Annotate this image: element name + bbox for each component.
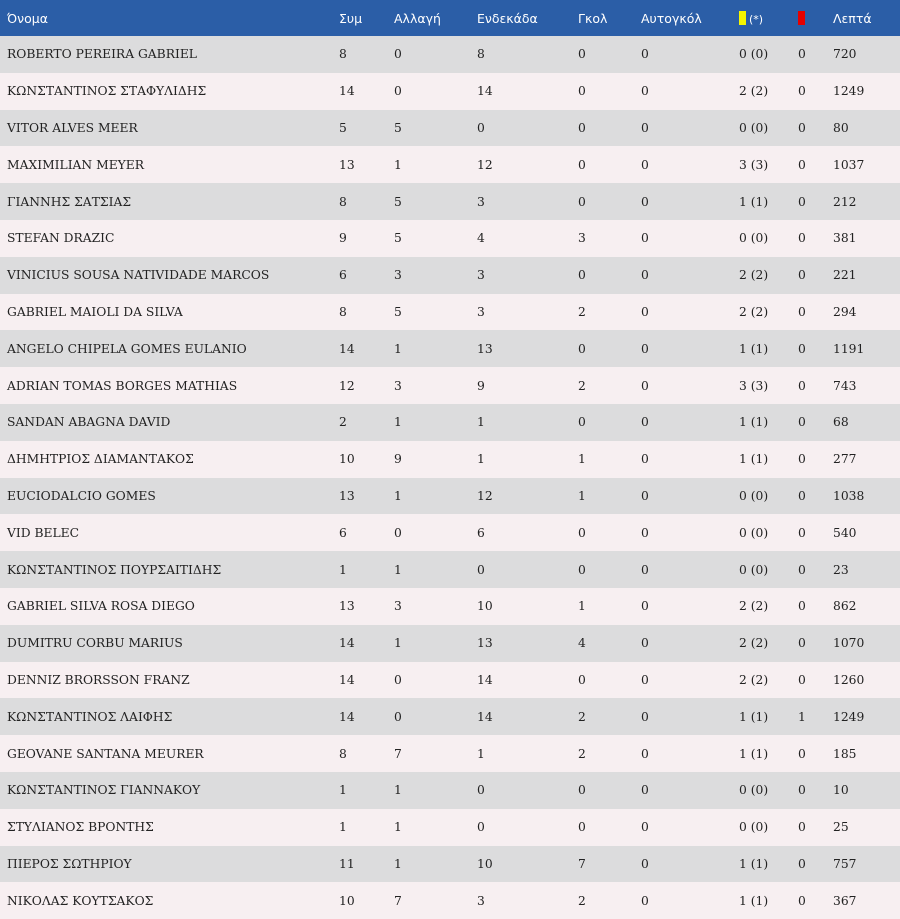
subs-cell: 0 bbox=[394, 709, 402, 724]
subs-cell: 1 bbox=[394, 415, 402, 430]
apps-cell: 9 bbox=[339, 231, 347, 246]
table-row[interactable] bbox=[0, 514, 900, 551]
yellow-cards-cell: 0 (0) bbox=[739, 120, 769, 135]
own-goals-cell: 0 bbox=[641, 341, 649, 356]
subs-cell: 1 bbox=[394, 820, 402, 835]
player-name[interactable]: GABRIEL MAIOLI DA SILVA bbox=[7, 304, 183, 319]
apps-cell: 14 bbox=[339, 636, 355, 651]
starts-cell: 3 bbox=[477, 304, 485, 319]
own-goals-cell: 0 bbox=[641, 893, 649, 908]
subs-cell: 3 bbox=[394, 378, 402, 393]
starts-cell: 1 bbox=[477, 746, 485, 761]
goals-cell: 0 bbox=[578, 120, 586, 135]
minutes-cell: 1037 bbox=[833, 157, 865, 172]
subs-cell: 3 bbox=[394, 268, 402, 283]
minutes-cell: 743 bbox=[833, 378, 857, 393]
red-cards-cell: 0 bbox=[798, 231, 806, 246]
yellow-cards-cell: 0 (0) bbox=[739, 783, 769, 798]
yellow-cards-cell: 0 (0) bbox=[739, 525, 769, 540]
player-name[interactable]: DUMITRU CORBU MARIUS bbox=[7, 636, 183, 651]
minutes-cell: 294 bbox=[833, 304, 857, 319]
apps-cell: 14 bbox=[339, 84, 355, 99]
goals-cell: 0 bbox=[578, 47, 586, 62]
own-goals-cell: 0 bbox=[641, 709, 649, 724]
apps-cell: 8 bbox=[339, 746, 347, 761]
player-name[interactable]: STEFAN DRAZIC bbox=[7, 231, 115, 246]
goals-cell: 0 bbox=[578, 525, 586, 540]
starts-cell: 1 bbox=[477, 415, 485, 430]
starts-cell: 6 bbox=[477, 525, 485, 540]
subs-cell: 1 bbox=[394, 341, 402, 356]
yellow-cards-cell: 2 (2) bbox=[739, 599, 769, 614]
minutes-cell: 1249 bbox=[833, 84, 865, 99]
yellow-cards-cell: 1 (1) bbox=[739, 856, 769, 871]
red-cards-cell: 0 bbox=[798, 488, 806, 503]
player-name[interactable]: ANGELO CHIPELA GOMES EULANIO bbox=[7, 341, 247, 356]
subs-cell: 0 bbox=[394, 47, 402, 62]
starts-cell: 3 bbox=[477, 893, 485, 908]
own-goals-cell: 0 bbox=[641, 120, 649, 135]
player-name[interactable]: ΚΩΝΣΤΑΝΤΙΝΟΣ ΛΑΙΦΗΣ bbox=[7, 709, 173, 724]
red-cards-cell: 0 bbox=[798, 783, 806, 798]
subs-cell: 5 bbox=[394, 194, 402, 209]
red-cards-cell: 0 bbox=[798, 120, 806, 135]
subs-cell: 0 bbox=[394, 84, 402, 99]
starts-cell: 14 bbox=[477, 84, 493, 99]
player-name[interactable]: EUCIODALCIO GOMES bbox=[7, 488, 156, 503]
goals-cell: 0 bbox=[578, 820, 586, 835]
red-cards-cell: 0 bbox=[798, 452, 806, 467]
goals-cell: 0 bbox=[578, 194, 586, 209]
table-row[interactable] bbox=[0, 772, 900, 809]
header-starts[interactable]: Ενδεκάδα bbox=[477, 10, 538, 26]
table-row[interactable] bbox=[0, 625, 900, 662]
table-row[interactable] bbox=[0, 146, 900, 183]
starts-cell: 14 bbox=[477, 672, 493, 687]
minutes-cell: 720 bbox=[833, 47, 857, 62]
red-cards-cell: 0 bbox=[798, 746, 806, 761]
red-cards-cell: 0 bbox=[798, 47, 806, 62]
player-name[interactable]: ADRIAN TOMAS BORGES MATHIAS bbox=[7, 378, 238, 393]
subs-cell: 1 bbox=[394, 636, 402, 651]
minutes-cell: 1249 bbox=[833, 709, 865, 724]
own-goals-cell: 0 bbox=[641, 525, 649, 540]
header-minutes[interactable]: Λεπτά bbox=[833, 10, 872, 26]
apps-cell: 6 bbox=[339, 525, 347, 540]
minutes-cell: 1191 bbox=[833, 341, 865, 356]
subs-cell: 5 bbox=[394, 231, 402, 246]
yellow-cards-cell: 2 (2) bbox=[739, 268, 769, 283]
red-cards-cell: 0 bbox=[798, 636, 806, 651]
table-header-row bbox=[0, 0, 900, 36]
apps-cell: 14 bbox=[339, 341, 355, 356]
table-row[interactable] bbox=[0, 220, 900, 257]
table-body bbox=[0, 36, 900, 919]
table-row[interactable] bbox=[0, 882, 900, 919]
minutes-cell: 1260 bbox=[833, 672, 865, 687]
starts-cell: 0 bbox=[477, 562, 485, 577]
minutes-cell: 1070 bbox=[833, 636, 865, 651]
own-goals-cell: 0 bbox=[641, 820, 649, 835]
header-goals[interactable]: Γκολ bbox=[578, 10, 608, 26]
subs-cell: 3 bbox=[394, 599, 402, 614]
goals-cell: 0 bbox=[578, 672, 586, 687]
own-goals-cell: 0 bbox=[641, 562, 649, 577]
header-subs[interactable]: Αλλαγή bbox=[394, 10, 441, 26]
goals-cell: 0 bbox=[578, 415, 586, 430]
minutes-cell: 23 bbox=[833, 562, 849, 577]
minutes-cell: 212 bbox=[833, 194, 857, 209]
player-name[interactable]: MAXIMILIAN MEYER bbox=[7, 157, 145, 172]
starts-cell: 4 bbox=[477, 231, 485, 246]
apps-cell: 11 bbox=[339, 856, 355, 871]
red-cards-cell: 0 bbox=[798, 525, 806, 540]
starts-cell: 8 bbox=[477, 47, 485, 62]
goals-cell: 1 bbox=[578, 488, 586, 503]
own-goals-cell: 0 bbox=[641, 84, 649, 99]
player-name[interactable]: ΣΤΥΛΙΑΝΟΣ ΒΡΟΝΤΗΣ bbox=[7, 820, 154, 835]
player-name[interactable]: ΓΙΑΝΝΗΣ ΣΑΤΣΙΑΣ bbox=[7, 194, 132, 209]
minutes-cell: 381 bbox=[833, 231, 857, 246]
table-row[interactable] bbox=[0, 257, 900, 294]
goals-cell: 0 bbox=[578, 783, 586, 798]
goals-cell: 2 bbox=[578, 893, 586, 908]
yellow-cards-cell: 1 (1) bbox=[739, 194, 769, 209]
player-name[interactable]: ROBERTO PEREIRA GABRIEL bbox=[7, 47, 197, 62]
apps-cell: 14 bbox=[339, 709, 355, 724]
yellow-cards-cell: 0 (0) bbox=[739, 562, 769, 577]
own-goals-cell: 0 bbox=[641, 672, 649, 687]
table-row[interactable] bbox=[0, 846, 900, 883]
yellow-cards-cell: 1 (1) bbox=[739, 746, 769, 761]
minutes-cell: 862 bbox=[833, 599, 857, 614]
yellow-cards-cell: 2 (2) bbox=[739, 304, 769, 319]
apps-cell: 13 bbox=[339, 157, 355, 172]
yellow-cards-cell: 0 (0) bbox=[739, 488, 769, 503]
header-apps[interactable]: Συμ bbox=[339, 10, 363, 26]
own-goals-cell: 0 bbox=[641, 378, 649, 393]
subs-cell: 1 bbox=[394, 488, 402, 503]
starts-cell: 0 bbox=[477, 820, 485, 835]
minutes-cell: 540 bbox=[833, 525, 857, 540]
minutes-cell: 10 bbox=[833, 783, 849, 798]
minutes-cell: 68 bbox=[833, 415, 849, 430]
apps-cell: 14 bbox=[339, 672, 355, 687]
table-row[interactable] bbox=[0, 294, 900, 331]
goals-cell: 3 bbox=[578, 231, 586, 246]
table-row[interactable] bbox=[0, 36, 900, 73]
table-row[interactable] bbox=[0, 441, 900, 478]
table-row[interactable] bbox=[0, 588, 900, 625]
player-name[interactable]: VID BELEC bbox=[7, 525, 80, 540]
red-cards-cell: 0 bbox=[798, 672, 806, 687]
apps-cell: 1 bbox=[339, 820, 347, 835]
yellow-cards-cell: 0 (0) bbox=[739, 47, 769, 62]
player-name[interactable]: VITOR ALVES MEER bbox=[7, 120, 138, 135]
red-cards-cell: 0 bbox=[798, 856, 806, 871]
apps-cell: 5 bbox=[339, 120, 347, 135]
goals-cell: 2 bbox=[578, 304, 586, 319]
own-goals-cell: 0 bbox=[641, 231, 649, 246]
own-goals-cell: 0 bbox=[641, 194, 649, 209]
yellow-cards-cell: 1 (1) bbox=[739, 452, 769, 467]
table-row[interactable] bbox=[0, 809, 900, 846]
starts-cell: 14 bbox=[477, 709, 493, 724]
red-cards-cell: 0 bbox=[798, 341, 806, 356]
goals-cell: 0 bbox=[578, 157, 586, 172]
goals-cell: 7 bbox=[578, 856, 586, 871]
subs-cell: 0 bbox=[394, 525, 402, 540]
yellow-cards-cell: 1 (1) bbox=[739, 709, 769, 724]
starts-cell: 10 bbox=[477, 599, 493, 614]
header-name[interactable]: Όνομα bbox=[7, 10, 48, 26]
apps-cell: 13 bbox=[339, 599, 355, 614]
player-name[interactable]: VINICIUS SOUSA NATIVIDADE MARCOS bbox=[7, 268, 270, 283]
apps-cell: 1 bbox=[339, 562, 347, 577]
subs-cell: 1 bbox=[394, 562, 402, 577]
red-cards-cell: 0 bbox=[798, 599, 806, 614]
red-cards-cell: 0 bbox=[798, 157, 806, 172]
goals-cell: 2 bbox=[578, 709, 586, 724]
player-name[interactable]: ΚΩΝΣΤΑΝΤΙΝΟΣ ΠΟΥΡΣΑΙΤΙΔΗΣ bbox=[7, 562, 222, 577]
own-goals-cell: 0 bbox=[641, 452, 649, 467]
red-cards-cell: 0 bbox=[798, 304, 806, 319]
goals-cell: 0 bbox=[578, 268, 586, 283]
player-name[interactable]: ΝΙΚΟΛΑΣ ΚΟΥΤΣΑΚΟΣ bbox=[7, 893, 154, 908]
own-goals-cell: 0 bbox=[641, 746, 649, 761]
goals-cell: 0 bbox=[578, 341, 586, 356]
minutes-cell: 277 bbox=[833, 452, 857, 467]
table-row[interactable] bbox=[0, 662, 900, 699]
subs-cell: 5 bbox=[394, 304, 402, 319]
own-goals-cell: 0 bbox=[641, 636, 649, 651]
red-cards-cell: 1 bbox=[798, 709, 806, 724]
red-cards-cell: 0 bbox=[798, 820, 806, 835]
apps-cell: 2 bbox=[339, 415, 347, 430]
red-cards-cell: 0 bbox=[798, 268, 806, 283]
header-own-goals[interactable]: Αυτογκόλ bbox=[641, 10, 702, 26]
red-cards-cell: 0 bbox=[798, 415, 806, 430]
table-row[interactable] bbox=[0, 73, 900, 110]
apps-cell: 6 bbox=[339, 268, 347, 283]
apps-cell: 10 bbox=[339, 452, 355, 467]
own-goals-cell: 0 bbox=[641, 856, 649, 871]
subs-cell: 9 bbox=[394, 452, 402, 467]
header-yellow-extra: (*) bbox=[749, 12, 764, 26]
yellow-cards-cell: 3 (3) bbox=[739, 378, 769, 393]
starts-cell: 12 bbox=[477, 157, 493, 172]
table-row[interactable] bbox=[0, 183, 900, 220]
yellow-cards-cell: 2 (2) bbox=[739, 84, 769, 99]
table-row[interactable] bbox=[0, 478, 900, 515]
red-cards-cell: 0 bbox=[798, 84, 806, 99]
starts-cell: 3 bbox=[477, 194, 485, 209]
own-goals-cell: 0 bbox=[641, 599, 649, 614]
table-row[interactable] bbox=[0, 551, 900, 588]
header-yellow-cards[interactable] bbox=[739, 0, 798, 36]
yellow-cards-cell: 1 (1) bbox=[739, 415, 769, 430]
starts-cell: 13 bbox=[477, 341, 493, 356]
minutes-cell: 185 bbox=[833, 746, 857, 761]
minutes-cell: 367 bbox=[833, 893, 857, 908]
starts-cell: 1 bbox=[477, 452, 485, 467]
apps-cell: 8 bbox=[339, 47, 347, 62]
goals-cell: 2 bbox=[578, 746, 586, 761]
subs-cell: 1 bbox=[394, 856, 402, 871]
player-name[interactable]: SANDAN ABAGNA DAVID bbox=[7, 415, 171, 430]
apps-cell: 8 bbox=[339, 304, 347, 319]
goals-cell: 1 bbox=[578, 452, 586, 467]
apps-cell: 8 bbox=[339, 194, 347, 209]
player-name[interactable]: ΚΩΝΣΤΑΝΤΙΝΟΣ ΣΤΑΦΥΛΙΔΗΣ bbox=[7, 84, 207, 99]
table-row[interactable] bbox=[0, 735, 900, 772]
player-name[interactable]: ΚΩΝΣΤΑΝΤΙΝΟΣ ΓΙΑΝΝΑΚΟΥ bbox=[7, 783, 201, 798]
yellow-cards-cell: 3 (3) bbox=[739, 157, 769, 172]
starts-cell: 0 bbox=[477, 783, 485, 798]
red-card-icon bbox=[798, 11, 805, 25]
yellow-cards-cell: 2 (2) bbox=[739, 636, 769, 651]
red-cards-cell: 0 bbox=[798, 378, 806, 393]
goals-cell: 2 bbox=[578, 378, 586, 393]
subs-cell: 0 bbox=[394, 672, 402, 687]
red-cards-cell: 0 bbox=[798, 194, 806, 209]
player-name[interactable]: DENNIZ BRORSSON FRANZ bbox=[7, 672, 190, 687]
yellow-cards-cell: 1 (1) bbox=[739, 341, 769, 356]
player-name[interactable]: GABRIEL SILVA ROSA DIEGO bbox=[7, 599, 195, 614]
table-row[interactable] bbox=[0, 110, 900, 147]
apps-cell: 13 bbox=[339, 488, 355, 503]
own-goals-cell: 0 bbox=[641, 783, 649, 798]
own-goals-cell: 0 bbox=[641, 268, 649, 283]
table-row[interactable] bbox=[0, 404, 900, 441]
header-red-cards[interactable] bbox=[798, 0, 833, 36]
yellow-cards-cell: 0 (0) bbox=[739, 231, 769, 246]
starts-cell: 12 bbox=[477, 488, 493, 503]
red-cards-cell: 0 bbox=[798, 562, 806, 577]
starts-cell: 3 bbox=[477, 268, 485, 283]
subs-cell: 1 bbox=[394, 157, 402, 172]
player-name[interactable]: GEOVANE SANTANA MEURER bbox=[7, 746, 204, 761]
starts-cell: 13 bbox=[477, 636, 493, 651]
starts-cell: 10 bbox=[477, 856, 493, 871]
minutes-cell: 221 bbox=[833, 268, 857, 283]
apps-cell: 10 bbox=[339, 893, 355, 908]
subs-cell: 7 bbox=[394, 893, 402, 908]
starts-cell: 0 bbox=[477, 120, 485, 135]
player-name[interactable]: ΔΗΜΗΤΡΙΟΣ ΔΙΑΜΑΝΤΑΚΟΣ bbox=[7, 452, 194, 467]
red-cards-cell: 0 bbox=[798, 893, 806, 908]
own-goals-cell: 0 bbox=[641, 47, 649, 62]
starts-cell: 9 bbox=[477, 378, 485, 393]
own-goals-cell: 0 bbox=[641, 157, 649, 172]
yellow-card-icon bbox=[739, 11, 746, 25]
own-goals-cell: 0 bbox=[641, 415, 649, 430]
yellow-cards-cell: 0 (0) bbox=[739, 820, 769, 835]
minutes-cell: 80 bbox=[833, 120, 849, 135]
apps-cell: 1 bbox=[339, 783, 347, 798]
minutes-cell: 1038 bbox=[833, 488, 865, 503]
yellow-cards-cell: 1 (1) bbox=[739, 893, 769, 908]
goals-cell: 1 bbox=[578, 599, 586, 614]
table-row[interactable] bbox=[0, 698, 900, 735]
goals-cell: 0 bbox=[578, 84, 586, 99]
subs-cell: 5 bbox=[394, 120, 402, 135]
goals-cell: 4 bbox=[578, 636, 586, 651]
table-row[interactable] bbox=[0, 367, 900, 404]
subs-cell: 1 bbox=[394, 783, 402, 798]
apps-cell: 12 bbox=[339, 378, 355, 393]
yellow-cards-cell: 2 (2) bbox=[739, 672, 769, 687]
own-goals-cell: 0 bbox=[641, 488, 649, 503]
own-goals-cell: 0 bbox=[641, 304, 649, 319]
table-row[interactable] bbox=[0, 330, 900, 367]
minutes-cell: 757 bbox=[833, 856, 857, 871]
goals-cell: 0 bbox=[578, 562, 586, 577]
minutes-cell: 25 bbox=[833, 820, 849, 835]
player-name[interactable]: ΠΙΕΡΟΣ ΣΩΤΗΡΙΟΥ bbox=[7, 856, 132, 871]
subs-cell: 7 bbox=[394, 746, 402, 761]
